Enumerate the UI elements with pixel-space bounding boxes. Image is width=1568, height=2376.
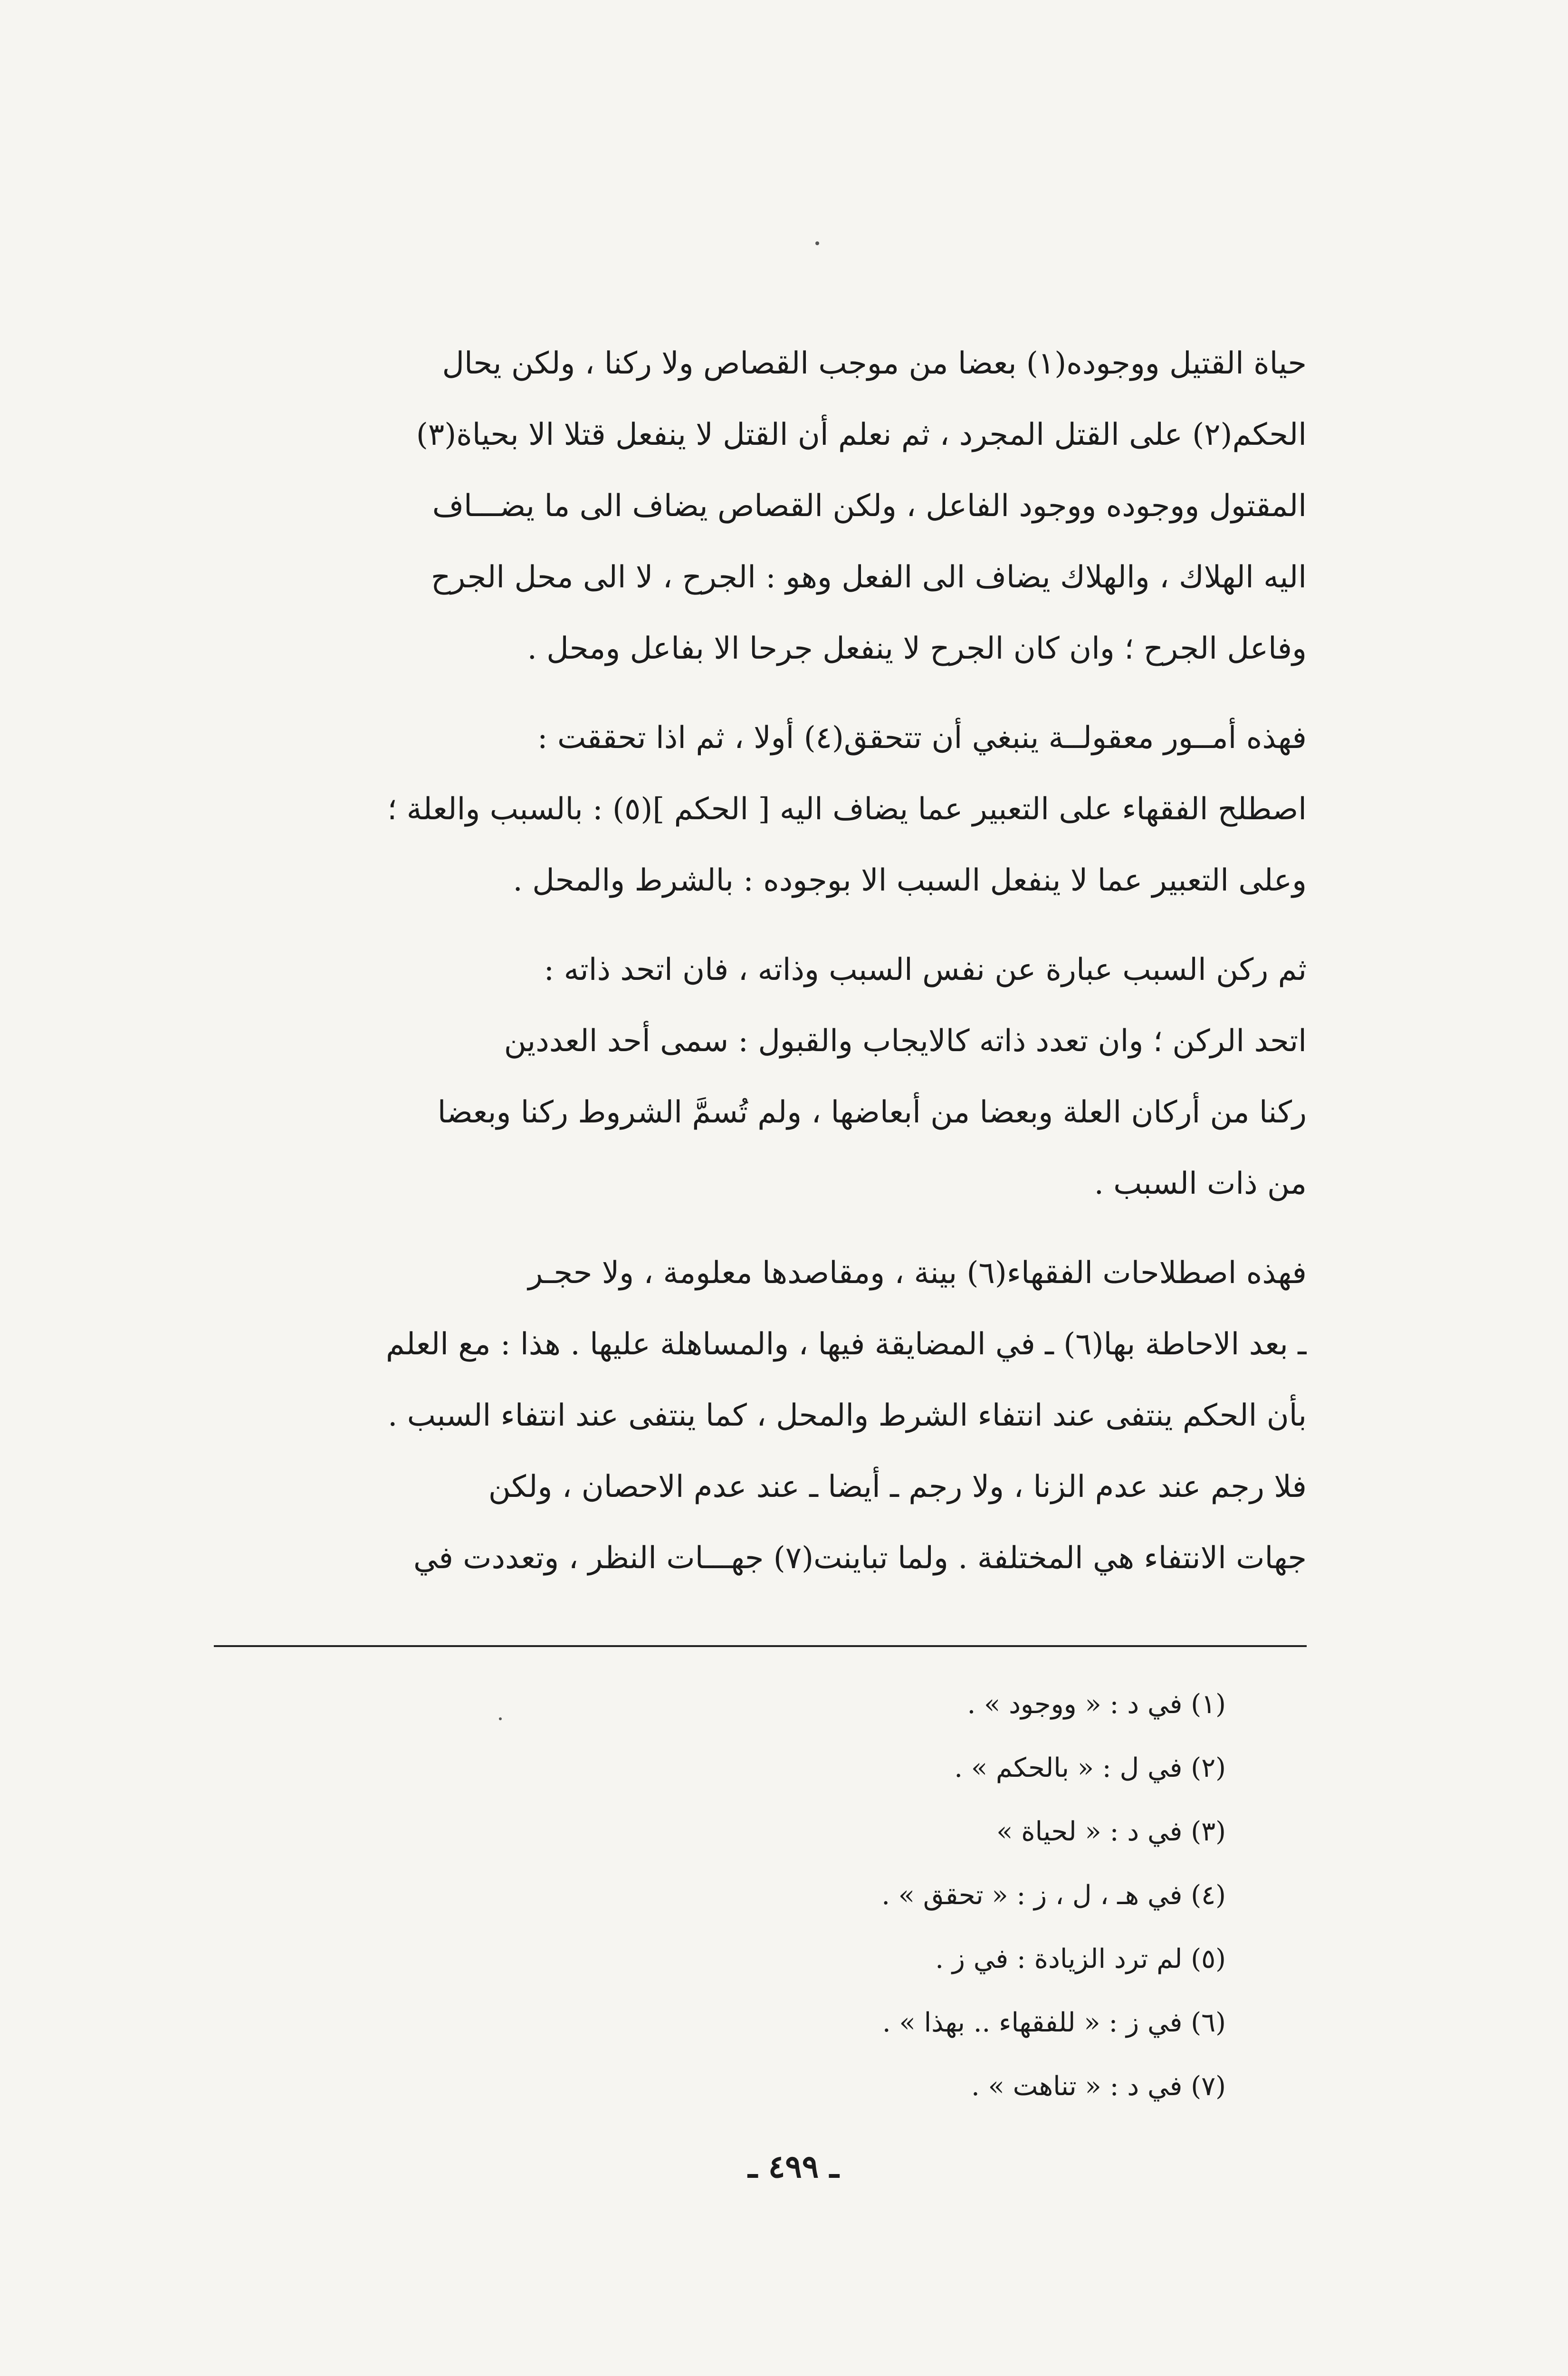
footnote: (٣) في د : « لحياة » (996, 1816, 1226, 1847)
text-line: المقتول ووجوده ووجود الفاعل ، ولكن القصاص يضاف الى ما يضـــاف (432, 489, 1307, 524)
text-line: بأن الحكم ينتفى عند انتفاء الشرط والمحل ، كما ينتفى عند انتفاء السبب . (388, 1398, 1307, 1433)
footnote-divider (214, 1645, 1307, 1647)
text-line: وعلى التعبير عما لا ينفعل السبب الا بوجوده : بالشرط والمحل . (513, 863, 1307, 898)
footnote: (٦) في ز : « للفقهاء .. بهذا » . (882, 2007, 1226, 2038)
text-line: ـ بعد الاحاطة بها(٦) ـ في المضايقة فيها ، والمساهلة عليها . هذا : مع العلم (386, 1327, 1307, 1362)
footnote: (١) في د : « ووجود » . (967, 1689, 1226, 1720)
text-line: وفاعل الجرح ؛ وان كان الجرح لا ينفعل جرحا الا بفاعل ومحل . (527, 631, 1307, 666)
text-line: فهذه اصطلاحات الفقهاء(٦) بينة ، ومقاصدها معلومة ، ولا حجـر (528, 1255, 1307, 1291)
text-line: اصطلح الفقهاء على التعبير عما يضاف اليه [ الحكم ](٥) : بالسبب والعلة ؛ (387, 792, 1307, 827)
paragraph (195, 934, 1307, 1219)
text-line: ثم ركن السبب عبارة عن نفس السبب وذاته ، فان اتحد ذاته : (544, 952, 1307, 987)
ink-speck (499, 1717, 502, 1720)
footnote: (٢) في ل : « بالحكم » . (954, 1753, 1226, 1783)
text-line: فهذه أمــور معقولــة ينبغي أن تتحقق(٤) أولا ، ثم اذا تحققت : (537, 720, 1307, 756)
paragraph (195, 328, 1307, 684)
paragraph (195, 1237, 1307, 1594)
text-line: الحكم(٢) على القتل المجرد ، ثم نعلم أن القتل لا ينفعل قتلا الا بحياة(٣) (416, 417, 1307, 452)
footnote: (٥) لم ترد الزيادة : في ز . (935, 1944, 1226, 1974)
page-number: ـ ٤٩٩ ـ (748, 2148, 839, 2185)
text-line: ركنا من أركان العلة وبعضا من أبعاضها ، ولم تُسمَّ الشروط ركنا وبعضا (437, 1095, 1307, 1130)
text-line: اتحد الركن ؛ وان تعدد ذاته كالايجاب والقبول : سمى أحد العددين (504, 1024, 1307, 1059)
paragraph (195, 702, 1307, 916)
footnote: (٧) في د : « تناهت » . (971, 2071, 1226, 2102)
text-line: جهات الانتفاء هي المختلفة . ولما تباينت(٧) جهـــات النظر ، وتعددت في (413, 1541, 1307, 1576)
text-line: اليه الهلاك ، والهلاك يضاف الى الفعل وهو : الجرح ، لا الى محل الجرح (430, 560, 1307, 595)
text-line: فلا رجم عند عدم الزنا ، ولا رجم ـ أيضا ـ عند عدم الاحصان ، ولكن (488, 1469, 1307, 1504)
footnote: (٤) في هـ ، ل ، ز : « تحقق » . (881, 1880, 1226, 1911)
text-line: حياة القتيل ووجوده(١) بعضا من موجب القصاص ولا ركنا ، ولكن يحال (442, 346, 1307, 381)
main-text (195, 328, 1307, 1594)
ink-speck (815, 241, 819, 245)
text-line: من ذات السبب . (1094, 1166, 1307, 1201)
footnotes (570, 1673, 1226, 2118)
